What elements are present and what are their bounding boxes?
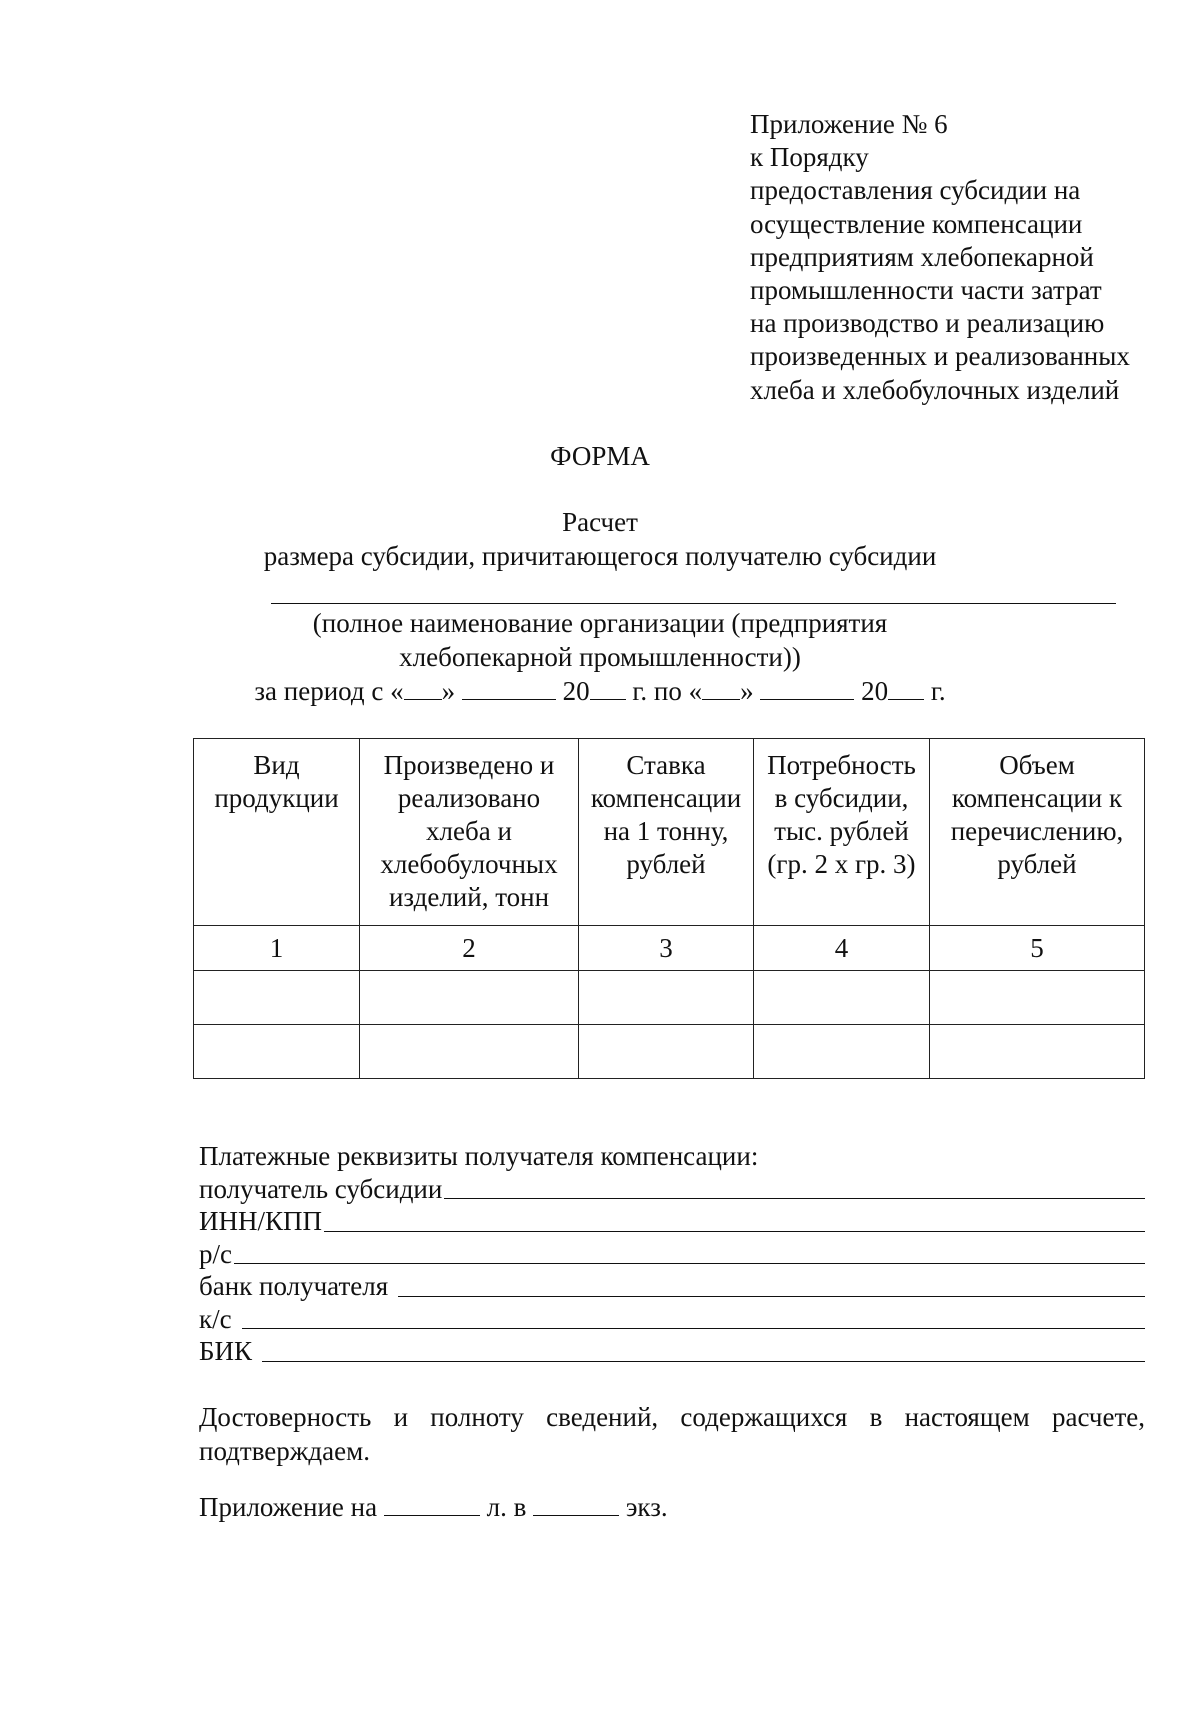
requisite-line[interactable] [398, 1296, 1145, 1297]
annex-line: на производство и реализацию [750, 308, 1105, 339]
period-to: г. по « [632, 676, 703, 706]
requisite-line[interactable] [444, 1198, 1145, 1199]
requisite-corr-account [199, 1303, 1145, 1336]
annex-line: промышленности части затрат [750, 275, 1102, 306]
header-line: Вид [253, 750, 300, 780]
start-month-blank[interactable] [462, 677, 556, 700]
header-cell [579, 739, 754, 926]
start-day-blank[interactable] [404, 677, 442, 700]
annex-line: хлеба и хлебобулочных изделий [750, 374, 1120, 405]
header-cell [930, 739, 1145, 926]
empty-cell[interactable] [930, 971, 1145, 1025]
table-row [194, 1025, 1145, 1079]
org-caption-line-1: (полное наименование организации (предприятия [312, 608, 888, 638]
attachment-line [199, 1490, 668, 1524]
title-line-2: размера субсидии, причитающегося получателю субсидии [263, 540, 937, 571]
header-line: (гр. 2 х гр. 3) [767, 849, 916, 879]
empty-cell[interactable] [754, 1025, 930, 1079]
org-caption-line-2: хлебопекарной промышленности)) [399, 641, 801, 672]
start-year-blank[interactable] [590, 677, 626, 700]
requisite-inn-kpp [199, 1205, 1145, 1238]
sheets-blank[interactable] [384, 1493, 480, 1516]
header-line: в субсидии, [774, 783, 909, 813]
calculation-table [193, 738, 1145, 1079]
header-line: рублей [626, 849, 706, 879]
end-year-blank[interactable] [888, 677, 924, 700]
requisite-label: банк получателя [199, 1271, 389, 1301]
end-month-blank[interactable] [760, 677, 854, 700]
annex-line: предоставления субсидии на [750, 175, 1081, 206]
header-line: хлебобулочных [380, 849, 558, 879]
requisite-account [199, 1238, 1145, 1271]
header-line: изделий, тонн [388, 882, 550, 912]
requisite-label: БИК [199, 1336, 253, 1366]
requisite-line[interactable] [262, 1361, 1145, 1362]
year-prefix: 20 [562, 676, 590, 706]
annex-line: Приложение № 6 [750, 109, 948, 139]
header-line: Произведено и [383, 750, 555, 780]
header-line: тыс. рублей [774, 816, 909, 846]
header-line: хлеба и [426, 816, 512, 846]
column-number: 5 [930, 926, 1145, 971]
header-line: реализовано [397, 783, 541, 813]
header-line: Потребность [767, 750, 916, 780]
title-line-1: Расчет [562, 507, 638, 537]
annex-line: осуществление компенсации [750, 208, 1083, 239]
header-cell [754, 739, 930, 926]
year-prefix: 20 [861, 676, 889, 706]
period-prefix: за период с « [254, 676, 404, 706]
annex-line: к Порядку [750, 142, 869, 173]
column-number: 3 [579, 926, 754, 971]
form-label: ФОРМА [550, 441, 650, 471]
header-line: Объем [999, 750, 1075, 780]
requisite-line[interactable] [242, 1328, 1145, 1329]
organization-name-line[interactable] [271, 603, 1116, 604]
header-cell [360, 739, 579, 926]
header-line: продукции [214, 783, 339, 813]
empty-cell[interactable] [194, 1025, 360, 1079]
header-line: перечислению, [950, 816, 1124, 846]
attachment-middle: л. в [486, 1492, 527, 1522]
column-number: 1 [194, 926, 360, 971]
empty-cell[interactable] [194, 971, 360, 1025]
header-line: на 1 тонну, [603, 816, 729, 846]
period-line [0, 675, 1200, 708]
requisite-label: к/с [199, 1303, 232, 1334]
header-cell [194, 739, 360, 926]
header-line: рублей [997, 849, 1077, 879]
attachment-prefix: Приложение на [199, 1492, 378, 1522]
attachment-suffix: экз. [625, 1492, 668, 1522]
end-day-blank[interactable] [702, 677, 740, 700]
table-row [194, 971, 1145, 1025]
table-header-row [194, 739, 1145, 926]
annex-header [750, 108, 1170, 407]
requisite-line[interactable] [234, 1263, 1145, 1264]
document-title [0, 506, 1200, 573]
requisite-line[interactable] [324, 1231, 1145, 1232]
header-line: компенсации [590, 783, 742, 813]
requisite-label: получатель субсидии [199, 1173, 443, 1204]
requisites-title: Платежные реквизиты получателя компенсации: [199, 1141, 759, 1171]
organization-name-caption [0, 607, 1200, 674]
requisite-bik [199, 1335, 1145, 1368]
annex-line: предприятиям хлебопекарной [750, 241, 1094, 272]
requisite-bank [199, 1270, 1145, 1303]
empty-cell[interactable] [579, 1025, 754, 1079]
requisites-block [199, 1140, 1145, 1368]
quote-close: » [740, 676, 754, 706]
quote-close: » [441, 676, 456, 706]
column-number: 4 [754, 926, 930, 971]
column-number: 2 [360, 926, 579, 971]
confirmation-text: Достоверность и полноту сведений, содержащихся в настоящем расчете, подтверждаем. [199, 1402, 1145, 1466]
period-end: г. [930, 676, 946, 706]
empty-cell[interactable] [754, 971, 930, 1025]
header-line: компенсации к [951, 783, 1123, 813]
requisite-label: р/с [199, 1238, 232, 1269]
empty-cell[interactable] [579, 971, 754, 1025]
header-line: Ставка [626, 750, 706, 780]
annex-line: произведенных и реализованных [750, 341, 1130, 372]
copies-blank[interactable] [533, 1493, 619, 1516]
empty-cell[interactable] [360, 1025, 579, 1079]
empty-cell[interactable] [930, 1025, 1145, 1079]
empty-cell[interactable] [360, 971, 579, 1025]
requisite-recipient [199, 1173, 1145, 1206]
requisite-label: ИНН/КПП [199, 1206, 323, 1236]
column-number-row [194, 926, 1145, 971]
